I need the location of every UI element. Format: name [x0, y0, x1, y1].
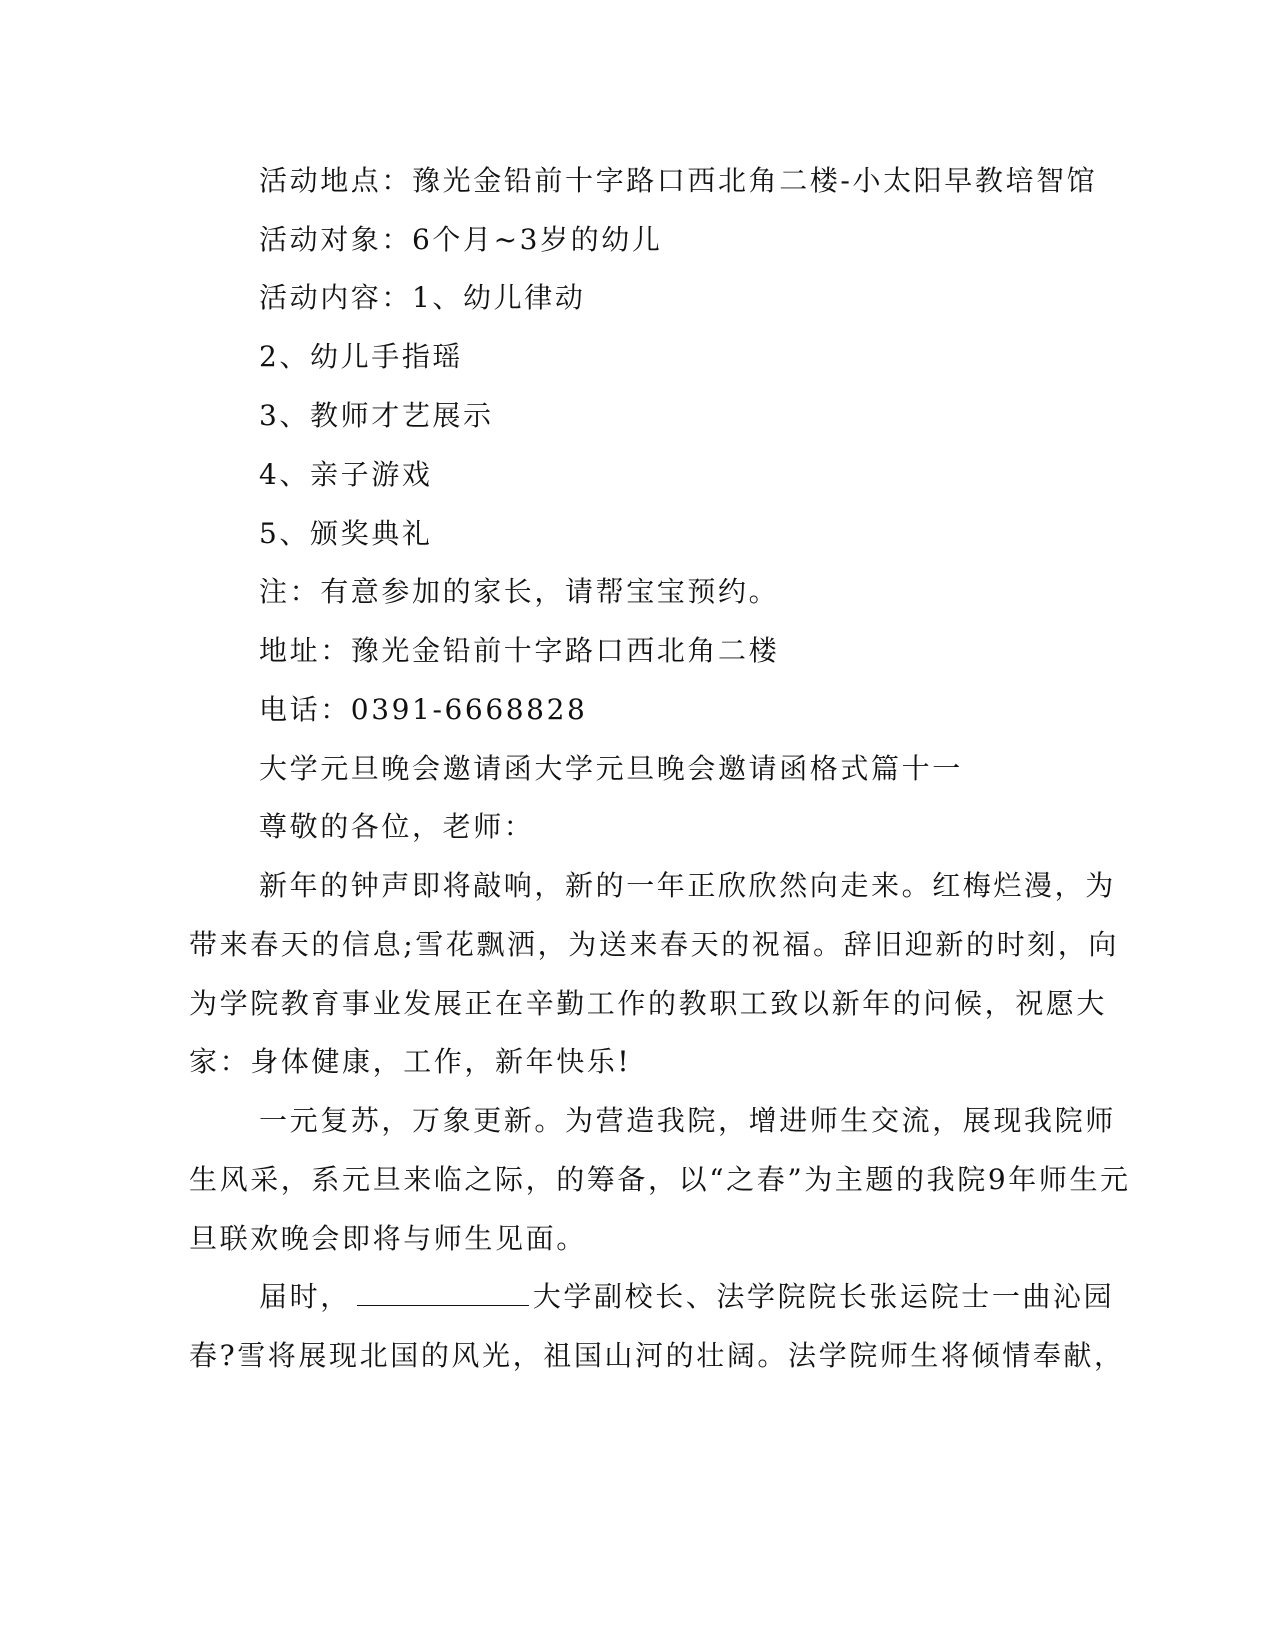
activity-content: 活动内容：1、幼儿律动 [259, 281, 586, 314]
paragraph-line: 春?雪将展现北国的风光，祖国山河的壮阔。法学院师生将倾情奉献， [189, 1339, 1125, 1372]
paragraph-line: 生风采，系元旦来临之际，的筹备，以“之春”为主题的我院9年师生元 [189, 1163, 1131, 1196]
note-line: 注：有意参加的家长，请帮宝宝预约。 [259, 575, 780, 608]
list-item: 5、颁奖典礼 [259, 517, 433, 550]
paragraph-line: 带来春天的信息;雪花飘洒，为送来春天的祝福。辞旧迎新的时刻，向 [189, 928, 1120, 961]
blank-before-text: 届时， [259, 1280, 351, 1313]
paragraph-line: 旦联欢晚会即将与师生见面。 [189, 1222, 587, 1255]
paragraph-line: 家：身体健康，工作，新年快乐! [189, 1045, 632, 1078]
paragraph-line-with-blank [259, 1277, 1159, 1317]
phone-line: 电话：0391-6668828 [259, 693, 588, 726]
paragraph-line: 一元复苏，万象更新。为营造我院，增进师生交流，展现我院师 [259, 1104, 1116, 1137]
paragraph-line: 为学院教育事业发展正在辛勤工作的教职工致以新年的问候，祝愿大 [189, 987, 1108, 1020]
paragraph-line: 新年的钟声即将敲响，新的一年正欣欣然向走来。红梅烂漫，为 [259, 869, 1116, 902]
activity-audience: 活动对象：6个月~3岁的幼儿 [259, 223, 663, 256]
list-item: 2、幼儿手指瑶 [259, 340, 464, 373]
salutation: 尊敬的各位，老师： [259, 810, 535, 843]
fill-in-blank [357, 1277, 529, 1306]
address-line: 地址：豫光金铅前十字路口西北角二楼 [259, 634, 780, 667]
list-item: 3、教师才艺展示 [259, 399, 494, 432]
activity-location: 活动地点：豫光金铅前十字路口西北角二楼-小太阳早教培智馆 [259, 164, 1098, 197]
section-title: 大学元旦晚会邀请函大学元旦晚会邀请函格式篇十一 [259, 752, 963, 785]
list-item: 4、亲子游戏 [259, 458, 433, 491]
blank-after-text: 大学副校长、法学院院长张运院士一曲沁园 [532, 1280, 1115, 1313]
